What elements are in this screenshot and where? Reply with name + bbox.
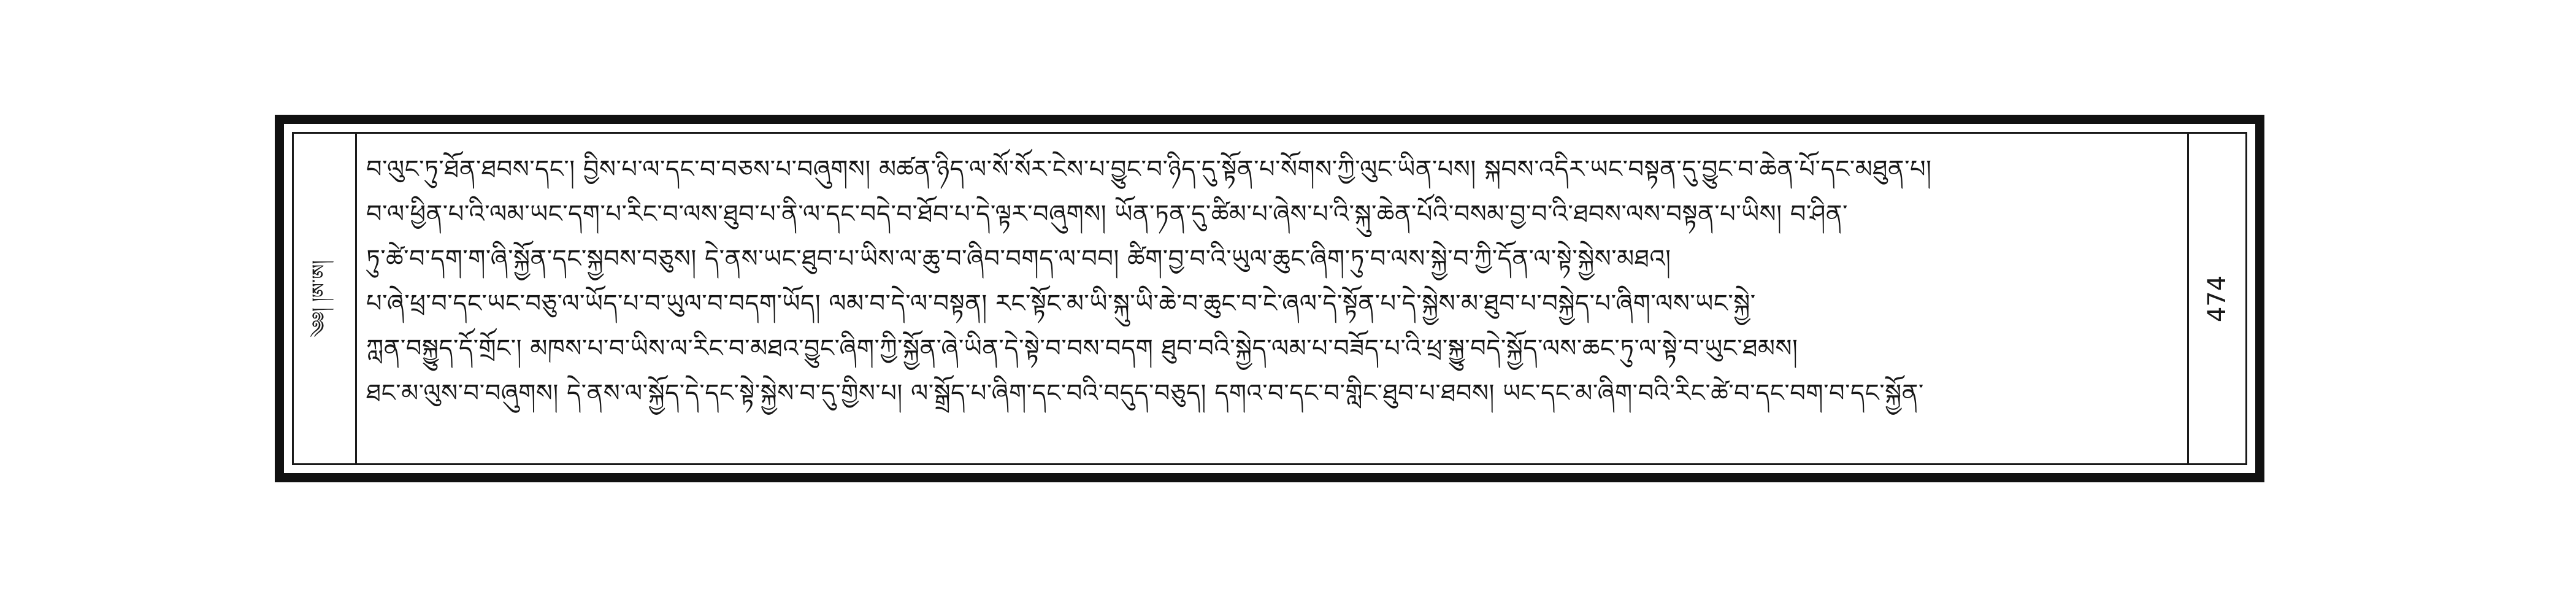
text-line-4: པ་ཞེ་ཕྲ་བ་དང་ཡང་བཅུ་ལ་ཡོད་པ་བ་ཡུལ་བ་བདག་ཡོད། ལམ་བ་དེ་ལ་བསྟན། རང་སྟོང་མ་ཡི་སྐུ་ཡི་ཆེ་བ་ཆུང་བ་ངེ་ཞལ་དེ་སྟོན་པ་དེ་སྐྱེས་མ་ཐུབ་པ་བསྐྱེད་པ་ཞིག་ལས་ཡང་སྐྱེ་ <box>366 290 1756 318</box>
folio-inner-frame <box>292 132 2247 465</box>
text-body <box>366 147 2182 455</box>
text-line-6: ཐང་མ་ལུས་བ་བཞུགས། དེ་ནས་ལ་སྐྱོད་དེ་དང་སྟེ་སྐྱེས་བ་དུ་གྱིས་པ། ལ་སྒྲོད་པ་ཞིག་དང་བའི་བདུད་བཅུད། དགའ་བ་དང་བ་གླིང་ཐུབ་པ་ཐབས། ཡང་དང་མ་ཞིག་བའི་རིང་ཚེ་བ་དང་བག་བ་དང་སྐྱོན་ <box>366 379 1924 407</box>
folio-frame <box>275 115 2264 482</box>
text-line-1: བ་ལུང་ཏུ་ཐོན་ཐབས་དང་། བྱིས་པ་ལ་དང་བ་བཅས་པ་བཞུགས། མཚན་ཉིད་ལ་སོ་སོར་ངེས་པ་བྱུང་བ་ཉིད་དུ་སྟོན་པ་སོགས་ཀྱི་ལུང་ཡིན་པས། སྐབས་འདིར་ཡང་བསྟན་དུ་བྱུང་བ་ཆེན་པོ་དང་མཐུན་པ། <box>366 155 1932 183</box>
page-number: 474 <box>2203 275 2231 322</box>
text-line-2: བ་ལ་ཕྱིན་པ་འི་ལམ་ཡང་དག་པ་རིང་བ་ལས་ཐུབ་པ་ནི་ལ་དང་བདེ་བ་ཐོབ་པ་དེ་ལྟར་བཞུགས། ཡོན་ཏན་དུ་ཚིམ་པ་ཞེས་པ་འི་སྐུ་ཆེན་པོའི་བསམ་བྱ་བ་འི་ཐབས་ལས་བསྟན་པ་ཡིས། བ་ཤིན་ <box>366 200 1848 228</box>
left-margin-title: ༄༅། །ཨ་ཨ། <box>309 260 330 337</box>
text-line-3: ཏུ་ཚེ་བ་དག་ག་ཞི་སྐྱོན་དང་སྐྱབས་བཅུས། དེ་ནས་ཡང་ཐུབ་པ་ཡིས་ལ་ཆུ་བ་ཞིབ་བགད་ལ་བབ། ཚིག་བྱ་བ་འི་ཡུལ་ཆུང་ཞིག་ཏུ་བ་ལས་སྐྱེ་བ་ཀྱི་དོན་ལ་སྟེ་སྐྱེས་མཐའ། <box>366 245 1671 273</box>
left-margin <box>294 134 357 463</box>
text-line-5: ཀླན་བསྐྱུད་དོ་གྲོང་། མཁས་པ་བ་ཡིས་ལ་རིང་བ་མཐའ་བྱུང་ཞིག་ཀྱི་སྐྱོན་ཞེ་ཡིན་དེ་སྟེ་བ་བས་བདག ཐུབ་བའི་སྐྱེད་ལམ་པ་བཟོད་པ་འི་ཕྲ་སྐྱུ་བདེ་སྐྱོད་ལས་ཆང་ཏུ་ལ་སྟེ་བ་ཡུང་ཐམས། <box>366 334 1798 363</box>
right-margin <box>2187 134 2245 463</box>
